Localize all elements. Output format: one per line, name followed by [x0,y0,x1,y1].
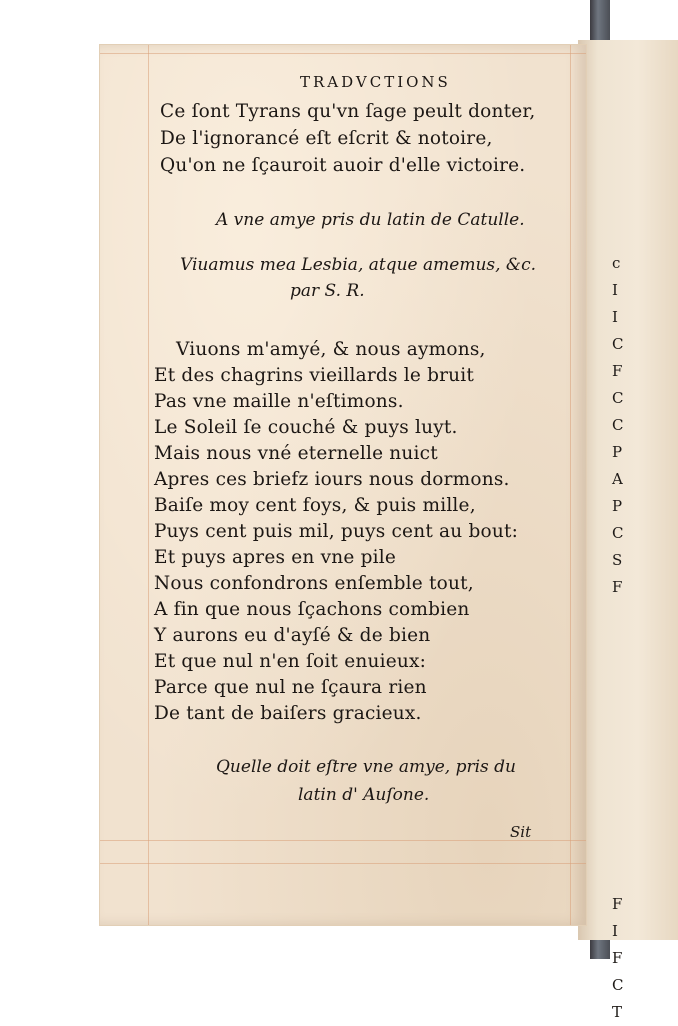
verse-line: Qu'on ne ſçauroit auoir d'elle victoire. [160,155,526,176]
facing-letter: c [612,254,621,272]
facing-letter: F [612,949,623,967]
poem-line: De tant de baiſers gracieux. [154,703,422,724]
poem-line: Y aurons eu d'ayſé & de bien [154,625,431,646]
facing-letter: P [612,443,623,461]
running-head: TRADVCTIONS [300,73,451,91]
facing-page-letters [612,250,652,1026]
catchword: Sit [510,823,532,841]
next-poem-heading: Quelle doit eſtre vne amye, pris du [216,757,516,777]
poem-line: Nous confondrons enſemble tout, [154,573,474,594]
facing-letter: I [612,281,618,299]
guide-rule [148,45,149,925]
facing-letter: C [612,416,624,434]
facing-letter: P [612,497,623,515]
facing-letter: T [612,1003,623,1021]
facing-letter: C [612,335,624,353]
poem-line: Puys cent puis mil, puys cent au bout: [154,521,519,542]
poem-line: Pas vne maille n'eſtimons. [154,391,404,412]
poem-line: Le Soleil ſe couché & puys luyt. [154,417,458,438]
poem-line: A fin que nous ſçachons combien [154,599,470,620]
poem-heading: A vne amye pris du latin de Catulle. [216,210,525,230]
poem-line: Apres ces briefz iours nous dormons. [154,469,510,490]
guide-rule [100,863,586,864]
poem-line: Parce que nul ne ſçaura rien [154,677,427,698]
book-page [100,45,586,925]
poem-line: Mais nous vné eternelle nuict [154,443,438,464]
facing-letter: F [612,362,623,380]
guide-rule [100,53,586,54]
facing-letter: C [612,389,624,407]
facing-letter: C [612,524,624,542]
facing-letter: C [612,976,624,994]
translator-attribution: par S. R. [290,281,365,301]
facing-letter: A [612,470,623,488]
poem-line: Baiſe moy cent foys, & puis mille, [154,495,476,516]
poem-line: Et que nul n'en ſoit enuieux: [154,651,427,672]
poem-line: Et puys apres en vne pile [154,547,397,568]
guide-rule [570,45,571,925]
facing-letter: I [612,308,618,326]
poem-line: Viuons m'amyé, & nous aymons, [176,339,486,360]
facing-gap [612,601,652,891]
facing-letter: F [612,578,623,596]
verse-line: Ce ſont Tyrans qu'vn ſage peult donter, [160,101,536,122]
next-poem-heading: latin d' Auſone. [298,785,430,805]
facing-letter: I [612,922,618,940]
facing-letter: S [612,551,623,569]
latin-incipit: Viuamus mea Lesbia, atque amemus, &c. [180,255,536,275]
verse-line: De l'ignorancé eſt eſcrit & notoire, [160,128,493,149]
facing-letter: F [612,895,623,913]
poem-line: Et des chagrins vieillards le bruit [154,365,475,386]
